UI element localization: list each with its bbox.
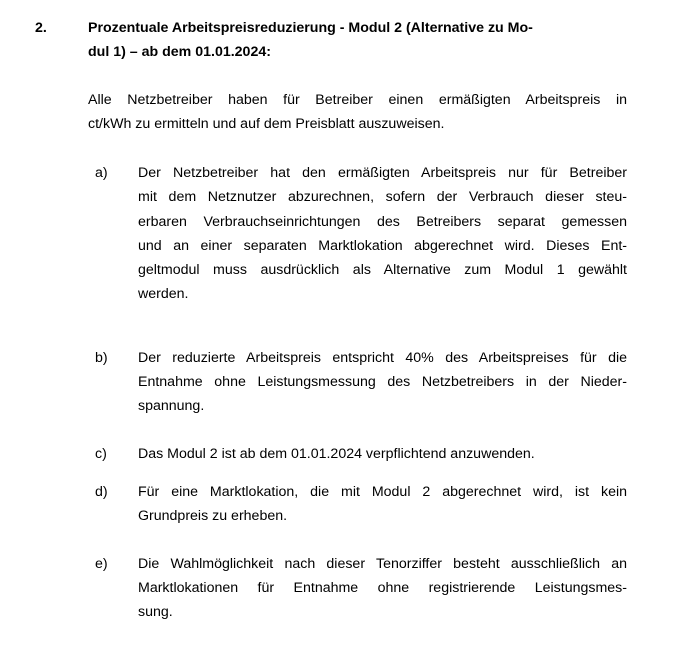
item-text [138,161,627,306]
item-text-line: Die Wahlmöglichkeit nach dieser Tenorziffer besteht ausschließlich an [138,555,627,572]
section-heading-text [88,16,627,64]
item-text-line: Das Modul 2 ist ab dem 01.01.2024 verpflichtend anzuwenden. [138,446,535,463]
list-item-e [0,552,700,624]
item-text-line: Entnahme ohne Leistungsmessung des Netzbetreibers in der Nieder- [138,374,627,391]
list-item-a [0,161,700,306]
item-text-line: Für eine Marktlokation, die mit Modul 2 abgerechnet wird, ist kein [138,484,627,501]
item-text [138,346,627,418]
item-label: c) [95,446,107,463]
list-item-c [0,442,700,466]
item-text-line: werden. [138,285,189,302]
paragraph-line: ct/kWh zu ermitteln und auf dem Preisblatt auszuweisen. [88,116,445,133]
item-text-line: erbaren Verbrauchseinrichtungen des Betreibers separat gemessen [138,213,627,230]
item-text [138,480,627,528]
heading-line: Prozentuale Arbeitspreisreduzierung - Modul 2 (Alternative zu Mo- [88,20,533,36]
item-text-line: Der reduzierte Arbeitspreis entspricht 40% des Arbeitspreises für die [138,349,627,366]
item-text-line: und an einer separaten Marktlokation abgerechnet wird. Dieses Ent- [138,237,627,254]
section-number: 2. [35,20,47,36]
item-text-line: Grundpreis zu erheben. [138,508,288,525]
item-label: b) [95,349,108,366]
item-label: a) [95,165,108,182]
item-text-line: Der Netzbetreiber hat den ermäßigten Arbeitspreis nur für Betreiber [138,165,627,182]
intro-paragraph [88,88,627,136]
item-text [138,552,627,624]
item-text [138,442,627,466]
item-text-line: Marktlokationen für Entnahme ohne registrierende Leistungsmes- [138,579,627,596]
item-text-line: sung. [138,603,173,620]
list-item-b [0,346,700,418]
item-text-line: geltmodul muss ausdrücklich als Alternative zum Modul 1 gewählt [138,261,627,278]
item-text-line: mit dem Netznutzer abzurechnen, sofern der Verbrauch dieser steu- [138,189,627,206]
paragraph-line: Alle Netzbetreiber haben für Betreiber einen ermäßigten Arbeitspreis in [88,92,627,109]
list-item-d [0,480,700,528]
item-label: e) [95,555,108,572]
heading-line: dul 1) – ab dem 01.01.2024: [88,44,271,61]
item-label: d) [95,484,108,501]
item-text-line: spannung. [138,398,205,415]
section-heading [0,16,700,64]
